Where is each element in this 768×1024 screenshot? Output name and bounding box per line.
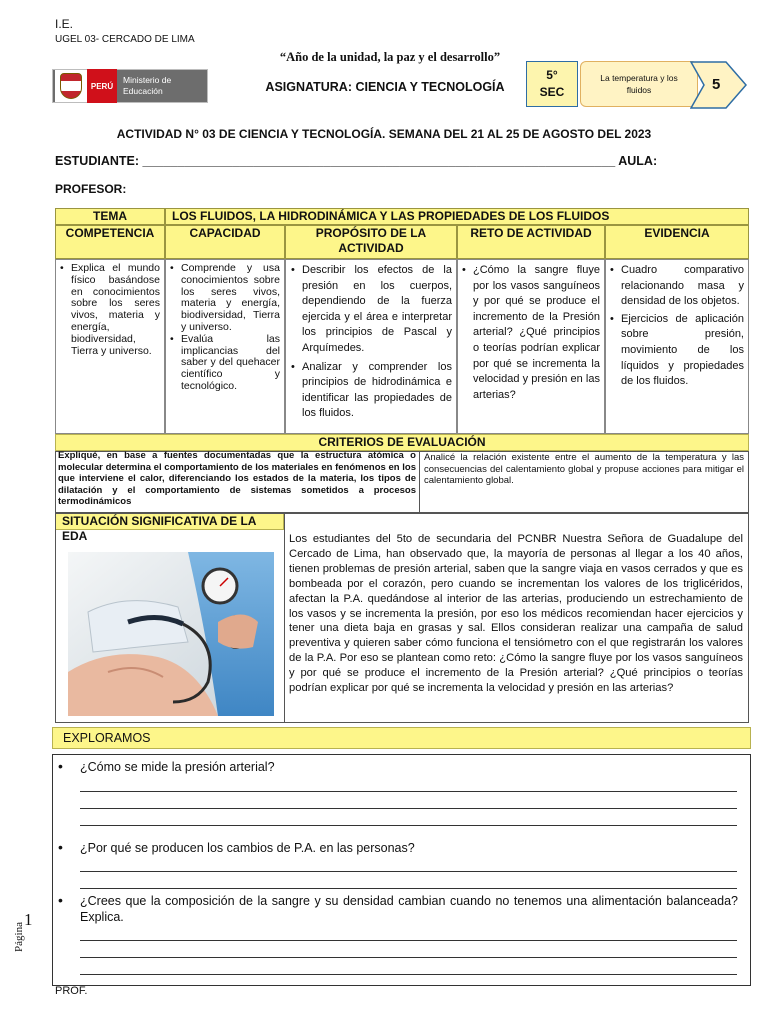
school-label: I.E. — [55, 17, 74, 31]
exploramos-box — [52, 754, 751, 986]
year-name: “Año de la unidad, la paz y el desarrollo” — [279, 50, 501, 64]
subject-title: ASIGNATURA: CIENCIA Y TECNOLOGÍA — [265, 80, 505, 94]
profesor-label: PROFESOR: — [55, 182, 127, 196]
list-item: • Cuadro comparativo relacionando masa y densidad de los objetos. — [610, 263, 744, 310]
header-reto: RETO DE ACTIVIDAD — [457, 225, 605, 259]
list-item: • Ejercicios de aplicación sobre presión, movimiento de los líquidos y propiedades de los fluidos. — [610, 312, 744, 390]
blood-pressure-photo — [68, 552, 274, 716]
prof-label: PROF. — [55, 985, 88, 997]
question-2: ¿Por qué se producen los cambios de P.A. en las personas? — [80, 841, 415, 855]
coat-of-arms-icon — [55, 70, 87, 102]
answer-line[interactable] — [80, 871, 737, 872]
student-line[interactable]: ESTUDIANTE: ____________________________________________________________________ AULA: — [55, 154, 658, 168]
header-proposito: PROPÓSITO DE LA ACTIVIDAD — [285, 225, 457, 259]
page-number-label: Página 1 — [12, 910, 33, 952]
cell-capacidad — [165, 259, 285, 434]
ministry-logo — [52, 69, 208, 103]
tema-value: LOS FLUIDOS, LA HIDRODINÁMICA Y LAS PROPIEDADES DE LOS FLUIDOS — [165, 208, 749, 225]
question-3: ¿Crees que la composición de la sangre y su densidad cambian cuando no tenemos una alimentación balanceada? Explica. — [80, 894, 738, 924]
answer-line[interactable] — [80, 957, 737, 958]
logo-peru: PERÚ — [87, 69, 117, 103]
list-item: • Analizar y comprender los principios de hidrodinámica e identificar las propiedades de los fluidos. — [291, 360, 452, 422]
unit-number: 5 — [712, 76, 721, 93]
logo-ministry-text: Ministerio de Educación — [123, 75, 172, 96]
cell-proposito — [285, 259, 457, 434]
answer-line[interactable] — [80, 940, 737, 941]
exploramos-bar — [52, 727, 751, 749]
question-bullet: • — [58, 839, 63, 855]
header-competencia: COMPETENCIA — [55, 225, 165, 259]
answer-line[interactable] — [80, 974, 737, 975]
list-item: • Evalúa las implicancias del saber y del quehacer científico y tecnológico. — [170, 334, 280, 393]
activity-title: ACTIVIDAD N° 03 DE CIENCIA Y TECNOLOGÍA. SEMANA DEL 21 AL 25 DE AGOSTO DEL 2023 — [116, 127, 652, 141]
question-bullet: • — [58, 892, 63, 908]
unit-topic: La temperatura y los fluidos — [580, 61, 698, 107]
answer-line[interactable] — [80, 791, 737, 792]
ugel-label: UGEL 03- CERCADO DE LIMA — [55, 34, 195, 45]
question-bullet: • — [58, 758, 63, 774]
situacion-text: Los estudiantes del 5to de secundaria del PCNBR Nuestra Señora de Guadalupe del Cercado de Lima, han observado que, la mayoría de personas al llegar a los 40 años, tienen problemas de presión arterial, saben que la sangre viaja en vasos cerrados y que es bombeada por el corazón, pero cuando se incrementan los valores de los triglicéridos, afectan la P.A. quedándose al interior de las arterias, produciendo un estrechamiento de los vasos y se incrementa la presión, por eso los médicos recomiendan hacer ejercicios y tener una dieta baja en grasas y sal. Ellos consideran realizar una campaña de salud preventiva y quieren saber cómo funciona el tensiómetro con el que registrarán los valores de la P.A. Por eso se plantean como reto: ¿Cómo la sangre fluye por los vasos sanguíneos y por qué se produce el incremento de la Presión arterial? ¿Qué principios o teorías podrían explicar por qué se incrementa la velocidad y presión en las arterias? — [289, 533, 743, 695]
criterios-title: CRITERIOS DE EVALUACIÓN — [55, 434, 749, 451]
list-item: • Describir los efectos de la presión en los cuerpos, dependiendo de la fuerza ejercida y el área e interpretar los principios de Pascal y Arquímedes. — [291, 263, 452, 357]
grade-section: SEC — [539, 85, 565, 99]
list-item: • Comprende y usa conocimientos sobre los seres vivos, materia y energía, biodiversidad, Tierra y universo. — [170, 263, 280, 334]
curriculum-table — [55, 208, 749, 434]
question-1: ¿Cómo se mide la presión arterial? — [80, 760, 275, 774]
answer-line[interactable] — [80, 808, 737, 809]
exploramos-title: EXPLORAMOS — [63, 731, 151, 745]
answer-line[interactable] — [80, 825, 737, 826]
list-item: • ¿Cómo la sangre fluye por los vasos sanguíneos y por qué se produce el incremento de la Presión arterial? ¿Qué principios o teorías podrían explicar por qué se incrementa la velocidad y presión en las arterias? — [462, 263, 600, 403]
cell-evidencia — [605, 259, 749, 434]
situacion-divider — [284, 513, 285, 723]
tema-label: TEMA — [55, 208, 165, 225]
header-capacidad: CAPACIDAD — [165, 225, 285, 259]
situacion-title: SITUACIÓN SIGNIFICATIVA DE LA EDA — [55, 513, 284, 530]
grade-box — [526, 61, 578, 107]
criterio-right: Analicé la relación existente entre el aumento de la temperatura y las consecuencias del calentamiento global y propuse acciones para mitigar el calentamiento global. — [424, 452, 744, 486]
cell-reto — [457, 259, 605, 434]
answer-line[interactable] — [80, 888, 737, 889]
header-evidencia: EVIDENCIA — [605, 225, 749, 259]
grade-level: 5° — [546, 68, 558, 82]
cell-competencia — [55, 259, 165, 434]
criterios-divider — [419, 451, 420, 513]
list-item: • Explica el mundo físico basándose en conocimientos sobre los seres vivos, materia y energía, biodiversidad, Tierra y universo. — [60, 263, 160, 357]
criterio-left: Expliqué, en base a fuentes documentadas que la estructura atómica o molecular determina el comportamiento de los materiales en fenómenos en los que interviene el calor, diferenciando los estados de la materia, los tipos de dilatación y el comportamiento de sistemas sometidos a procesos termodinámicos — [58, 450, 416, 507]
